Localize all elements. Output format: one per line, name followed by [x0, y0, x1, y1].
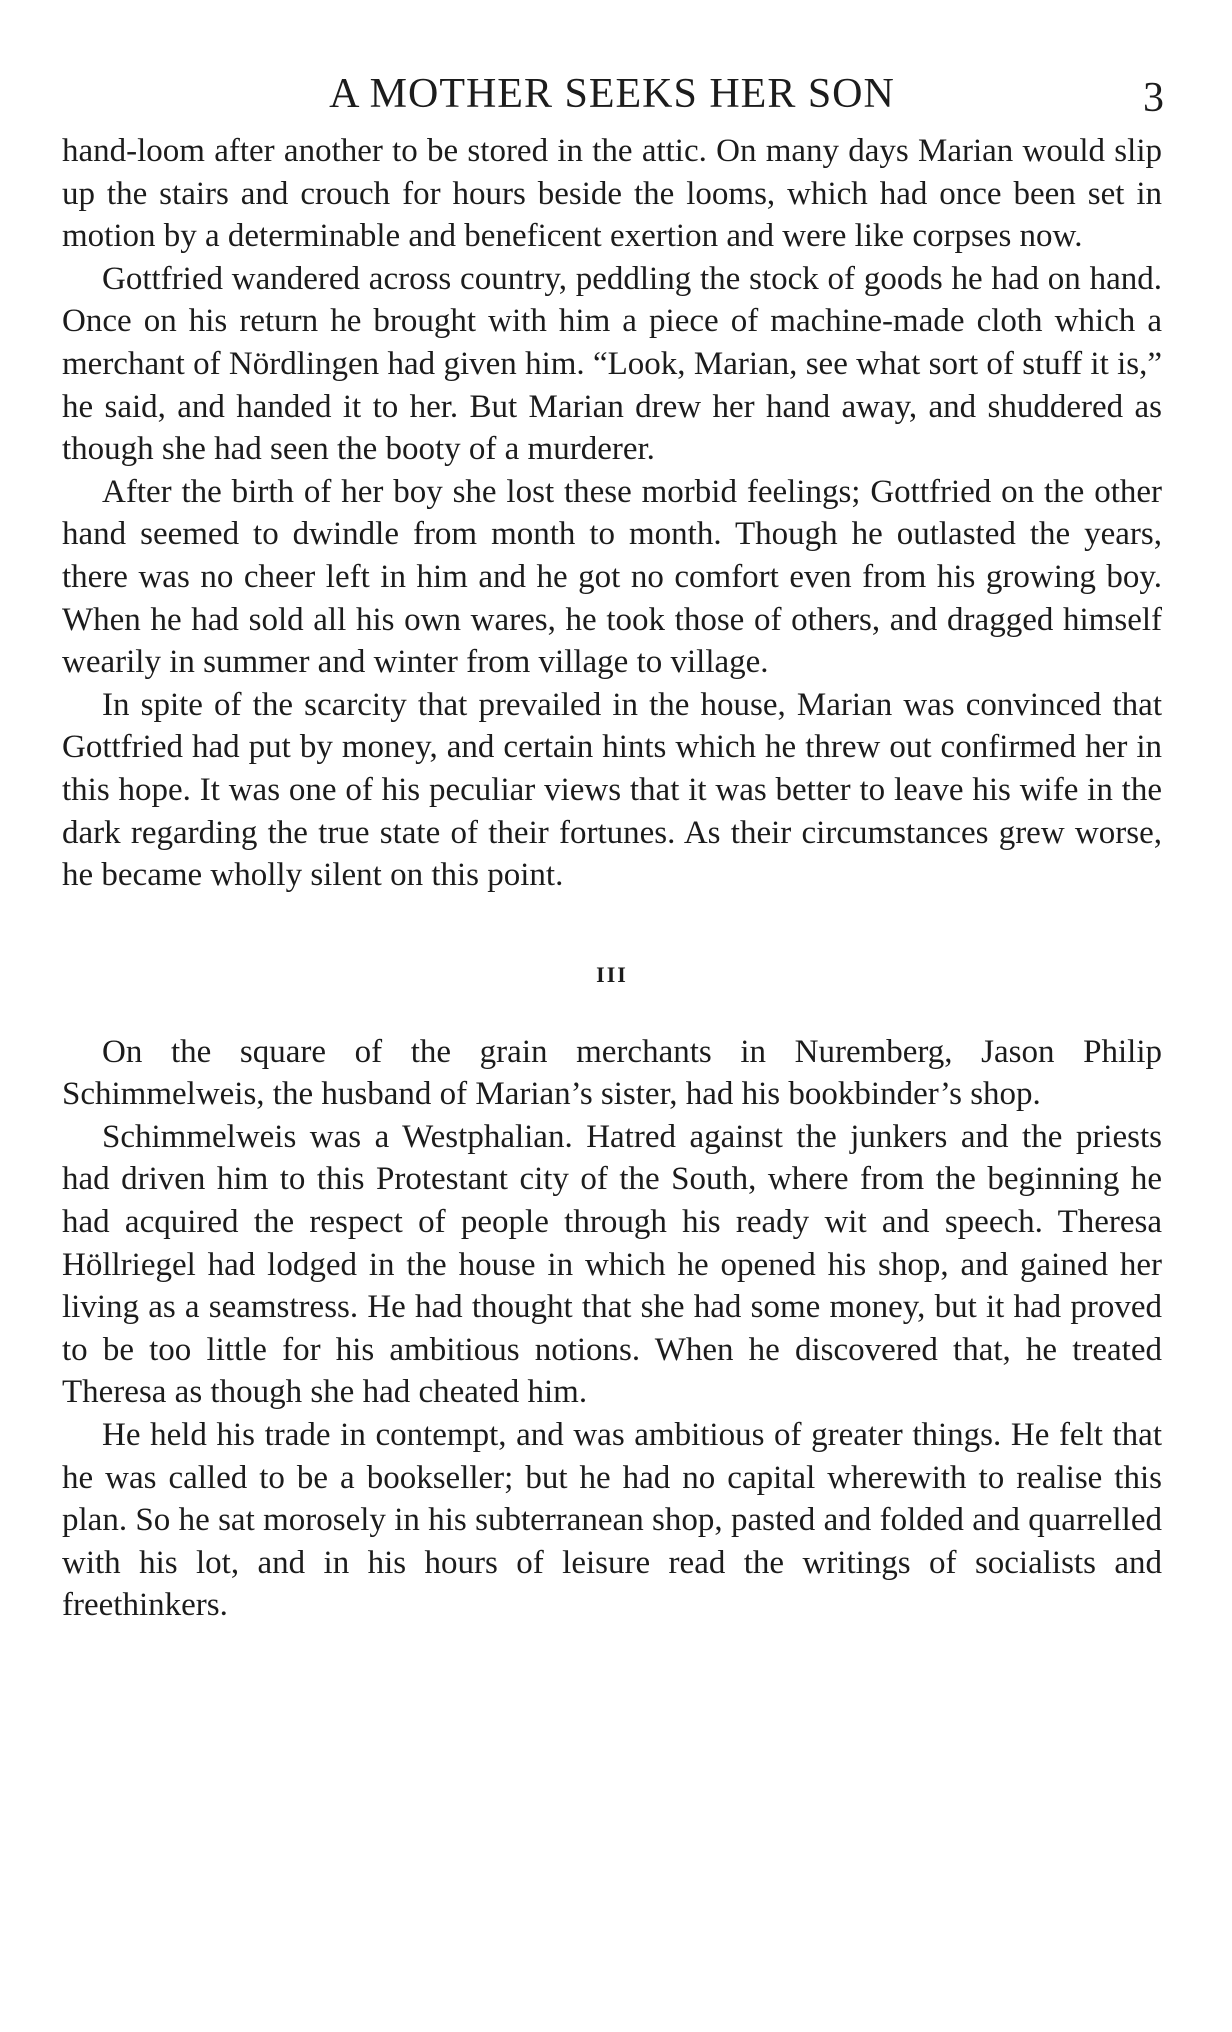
running-title: A MOTHER SEEKS HER SON	[329, 71, 895, 117]
paragraph: After the birth of her boy she lost these morbid feelings; Gottfried on the other hand seemed to dwindle from month to month. Though he outlasted the years, there was no cheer left in him and he got no comfort even from his growing boy. When he had sold all his own wares, he took those of others, and dragged himself wearily in summer and winter from village to village.	[62, 473, 1162, 681]
paragraph: hand-loom after another to be stored in the attic. On many days Marian would slip up the stairs and crouch for hours beside the looms, which had once been set in motion by a determinable and beneficent exertion and were like corpses now.	[62, 133, 1162, 255]
paragraph: On the square of the grain merchants in Nuremberg, Jason Philip Schimmelweis, the husband of Marian’s sister, had his bookbinder’s shop.	[62, 1033, 1162, 1113]
paragraph: Schimmelweis was a Westphalian. Hatred against the junkers and the priests had driven him to this Protestant city of the South, where from the beginning he had acquired the respect of people through his ready wit and speech. Theresa Höllriegel had lodged in the house in which he opened his shop, and gained her living as a seamstress. He had thought that she had some money, but it had proved to be too little for his ambitious notions. When he discovered that, he treated Theresa as though she had cheated him.	[62, 1118, 1162, 1411]
paragraph: Gottfried wandered across country, peddling the stock of goods he had on hand. Once on his return he brought with him a piece of machine-made cloth which a merchant of Nördlingen had given him. “Look, Marian, see what sort of stuff it is,” he said, and handed it to her. But Marian drew her hand away, and shuddered as though she had seen the booty of a murderer.	[62, 260, 1162, 468]
section-continued-text	[62, 130, 1162, 897]
running-head	[62, 70, 1162, 130]
paragraph: He held his trade in contempt, and was ambitious of greater things. He felt that he was called to be a bookseller; but he had no capital wherewith to realise this plan. So he sat morosely in his subterranean shop, pasted and folded and quarrelled with his lot, and in his hours of leisure read the writings of socialists and freethinkers.	[62, 1417, 1162, 1624]
book-page	[62, 70, 1162, 1627]
section-three-text	[62, 1031, 1162, 1627]
paragraph: In spite of the scarcity that prevailed in the house, Marian was convinced that Gottfried had put by money, and certain hints which he threw out confirmed her in this hope. It was one of his peculiar views that it was better to leave his wife in the dark regarding the true state of their fortunes. As their circumstances grew worse, he became wholly silent on this point.	[62, 686, 1162, 894]
section-heading: III	[596, 961, 628, 987]
page-number: 3	[1143, 75, 1164, 121]
